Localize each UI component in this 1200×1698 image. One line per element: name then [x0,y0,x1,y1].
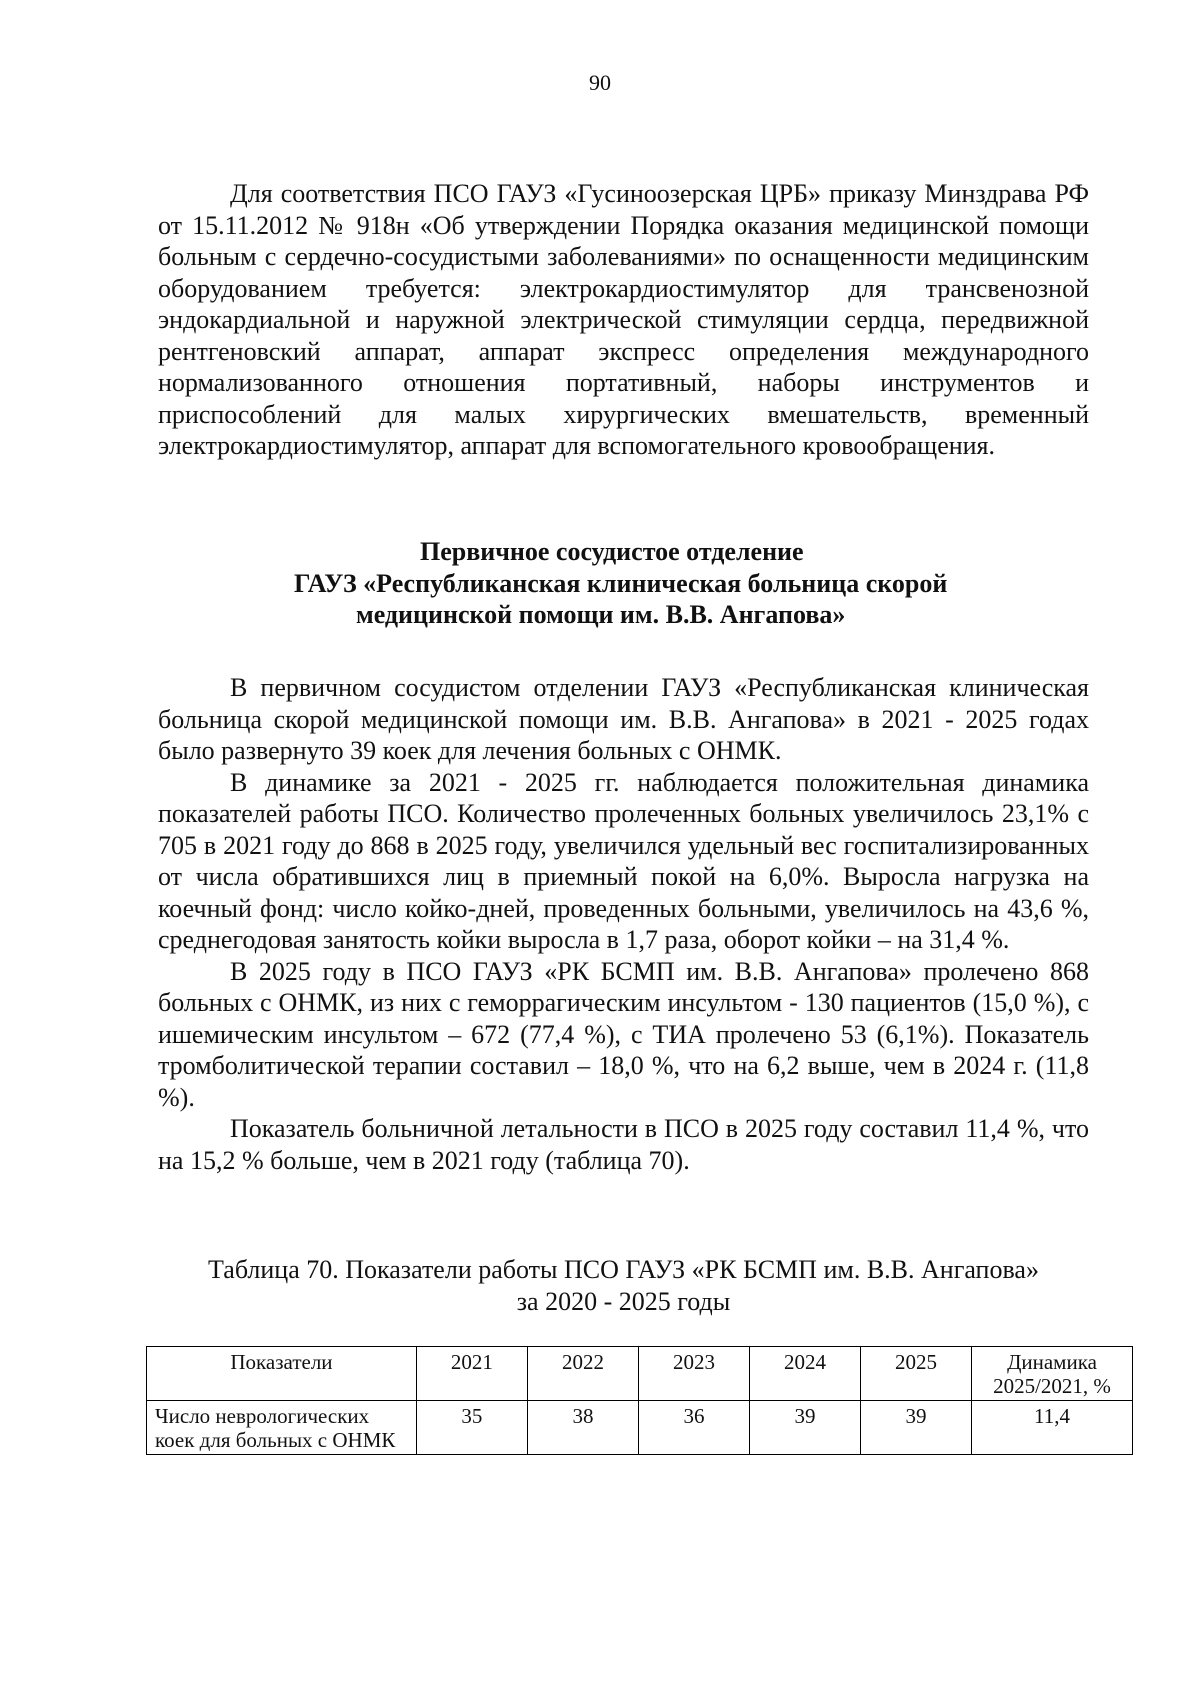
header-year-2025: 2025 [860,1347,971,1401]
header-indicators: Показатели [147,1347,417,1401]
body-paragraph-2: В динамике за 2021 - 2025 гг. наблюдается положительная динамика показателей работы ПСО. Количество пролеченных больных увеличилось 23,1% с 705 в 2021 году до 868 в 2025 году, увеличился удельный вес госпитализированных от числа обратившихся лиц в приемный покой на 6,0%. Выросла нагрузка на коечный фонд: число койко-дней, проведенных больными, увеличилось на 43,6 %, среднегодовая занятость койки выросла в 1,7 раза, оборот койки – на 31,4 %. [158,767,1089,954]
header-year-2023: 2023 [638,1347,749,1401]
table-row [147,1401,1133,1455]
cell-2025: 39 [860,1401,971,1455]
cell-2021: 35 [416,1401,527,1455]
section-heading [158,536,1089,631]
intro-section [158,178,1089,462]
table-caption-line-1: Таблица 70. Показатели работы ПСО ГАУЗ «РК БСМП им. В.В. Ангапова» [208,1255,1039,1284]
intro-paragraph: Для соответствия ПСО ГАУЗ «Гусиноозерская ЦРБ» приказу Минздрава РФ от 15.11.2012 № 918н «Об утверждении Порядка оказания медицинской помощи больным с сердечно-сосудистыми заболеваниями» по оснащенности медицинским оборудованием требуется: электрокардиостимулятор для трансвенозной эндокардиальной и наружной электрической стимуляции сердца, передвижной рентгеновский аппарат, аппарат экспресс определения международного нормализованного отношения портативный, наборы инструментов и приспособлений для малых хирургических вмешательств, временный электрокардиостимулятор, аппарат для вспомогательного кровообращения. [158,179,1089,460]
section-heading-line-1: Первичное сосудистое отделение [420,537,804,566]
cell-2024: 39 [749,1401,860,1455]
header-dynamics: Динамика 2025/2021, % [972,1347,1133,1401]
indicators-table [146,1346,1133,1455]
header-year-2024: 2024 [749,1347,860,1401]
section-heading-line-3: медицинской помощи им. В.В. Ангапова» [356,600,846,629]
header-year-2022: 2022 [527,1347,638,1401]
table-caption [158,1254,1089,1317]
body-paragraph-4: Показатель больничной летальности в ПСО в 2025 году составил 11,4 %, что на 15,2 % больше, чем в 2021 году (таблица 70). [158,1114,1089,1175]
row-label: Число неврологических коек для больных с ОНМК [147,1401,417,1455]
body-paragraph-1: В первичном сосудистом отделении ГАУЗ «Республиканская клиническая больница скорой медицинской помощи им. В.В. Ангапова» в 2021 - 2025 годах было развернуто 39 коек для лечения больных с ОНМК. [158,673,1089,765]
cell-2022: 38 [527,1401,638,1455]
section-heading-line-2: ГАУЗ «Республиканская клиническая больница скорой [294,568,948,598]
cell-2023: 36 [638,1401,749,1455]
cell-dynamics: 11,4 [972,1401,1133,1455]
table-caption-line-2: за 2020 - 2025 годы [516,1286,731,1316]
page-number: 90 [589,70,611,95]
table-header-row [147,1347,1133,1401]
body-paragraph-3: В 2025 году в ПСО ГАУЗ «РК БСМП им. В.В. Ангапова» пролечено 868 больных с ОНМК, из них с геморрагическим инсультом - 130 пациентов (15,0 %), с ишемическим инсультом – 672 (77,4 %), с ТИА пролечено 53 (6,1%). Показатель тромболитической терапии составил – 18,0 %, что на 6,2 выше, чем в 2024 г. (11,8 %). [158,956,1089,1112]
header-year-2021: 2021 [416,1347,527,1401]
section-body [158,672,1089,1176]
